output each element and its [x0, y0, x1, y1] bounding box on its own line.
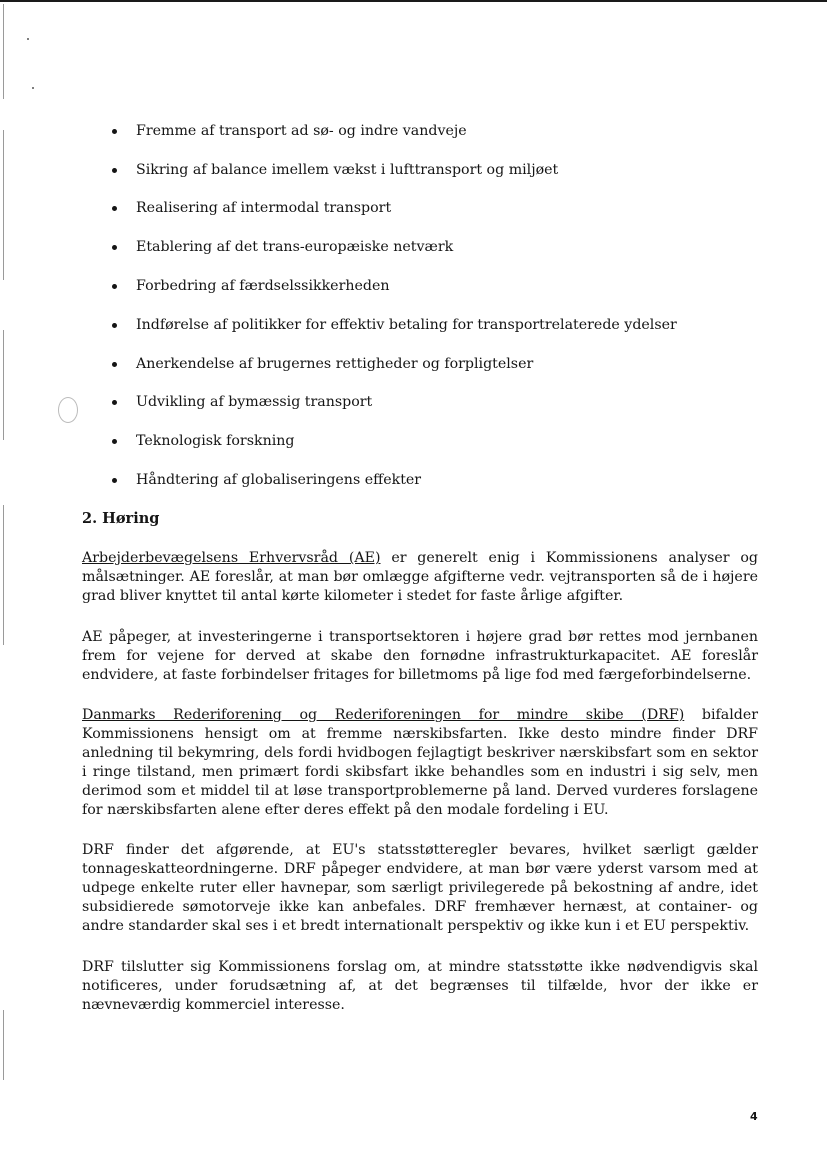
- scan-edge-line: [3, 130, 4, 280]
- scan-edge-line: [3, 1010, 4, 1080]
- page-top-rule: [0, 0, 827, 2]
- bullet-text: Realisering af intermodal transport: [136, 200, 392, 216]
- bullet-dot-icon: [112, 323, 117, 328]
- scan-edge-line: [3, 330, 4, 440]
- bullet-text: Indførelse af politikker for effektiv betaling for transportrelaterede ydelser: [136, 317, 677, 333]
- bullet-dot-icon: [112, 400, 117, 405]
- bullet-dot-icon: [112, 129, 117, 134]
- bullet-dot-icon: [112, 206, 117, 211]
- bullet-text: Teknologisk forskning: [136, 433, 295, 449]
- scan-speck: [27, 38, 29, 40]
- page-number: 4: [750, 1110, 758, 1123]
- paragraph: [82, 628, 758, 685]
- bullet-text: Fremme af transport ad sø- og indre vandveje: [136, 123, 467, 139]
- bullet-text: Sikring af balance imellem vækst i lufttransport og miljøet: [136, 162, 559, 178]
- paragraph-text: bifalder Kommissionens hensigt om at fremme nærskibsfarten. Ikke desto mindre finder DRF anledning til bekymring, dels fordi hvidbogen fejlagtigt beskriver nærskibsfart som en sektor i ringe tilstand, men primært fordi skibsfart ikke behandles som en industri i sig selv, men derimod som et middel til at løse transportproblemerne på land. Derved vurderes forslagene for nærskibsfarten alene efter deres effekt på den modale fordeling i EU.: [82, 707, 758, 818]
- paragraph: [82, 958, 758, 1015]
- paragraph-text: DRF finder det afgørende, at EU's statsstøtteregler bevares, hvilket særligt gælder tonnageskatteordningerne. DRF påpeger endvidere, at man bør være yderst varsom med at udpege enkelte ruter eller havnepar, som særligt privilegerede på bekostning af andre, idet subsidierede sømotorveje ikke kan anbefales. DRF fremhæver hernæst, at container- og andre standarder skal ses i et bredt internationalt perspektiv og ikke kun i et EU perspektiv.: [82, 842, 758, 934]
- paragraph: [82, 706, 758, 820]
- bullet-text: Etablering af det trans-europæiske netværk: [136, 239, 454, 255]
- organization-name: Arbejderbevægelsens Erhvervsråd (AE): [82, 550, 381, 566]
- paragraph: [82, 841, 758, 936]
- paragraph-text: er generelt enig i Kommissionens analyser og målsætninger. AE foreslår, at man bør omlægge afgifterne vedr. vejtransporten så de i højere grad bliver knyttet til antal kørte kilometer i stedet for faste årlige afgifter.: [82, 550, 758, 604]
- scan-edge-line: [3, 4, 4, 99]
- section-heading: 2. Høring: [82, 510, 160, 527]
- bullet-dot-icon: [112, 478, 117, 483]
- scan-edge-line: [3, 505, 4, 645]
- punch-hole-mark: [58, 397, 78, 423]
- bullet-dot-icon: [112, 284, 117, 289]
- paragraph-text: DRF tilslutter sig Kommissionens forslag om, at mindre statsstøtte ikke nødvendigvis skal notificeres, under forudsætning af, at det begrænses til tilfælde, hvor der ikke er nævneværdig kommerciel interesse.: [82, 959, 758, 1013]
- paragraph: [82, 549, 758, 606]
- bullet-text: Anerkendelse af brugernes rettigheder og forpligtelser: [136, 356, 534, 372]
- bullet-text: Udvikling af bymæssig transport: [136, 394, 373, 410]
- bullet-dot-icon: [112, 362, 117, 367]
- bullet-dot-icon: [112, 245, 117, 250]
- bullet-text: Håndtering af globaliseringens effekter: [136, 472, 422, 488]
- bullet-dot-icon: [112, 168, 117, 173]
- bullet-text: Forbedring af færdselssikkerheden: [136, 278, 390, 294]
- organization-name: Danmarks Rederiforening og Rederiforeningen for mindre skibe (DRF): [82, 707, 685, 723]
- scan-speck: [32, 87, 34, 89]
- bullet-dot-icon: [112, 439, 117, 444]
- paragraph-text: AE påpeger, at investeringerne i transportsektoren i højere grad bør rettes mod jernbanen frem for vejene for derved at skabe den fornødne infrastrukturkapacitet. AE foreslår endvidere, at faste forbindelser fritages for billetmoms på lige fod med færgeforbindelserne.: [82, 629, 758, 683]
